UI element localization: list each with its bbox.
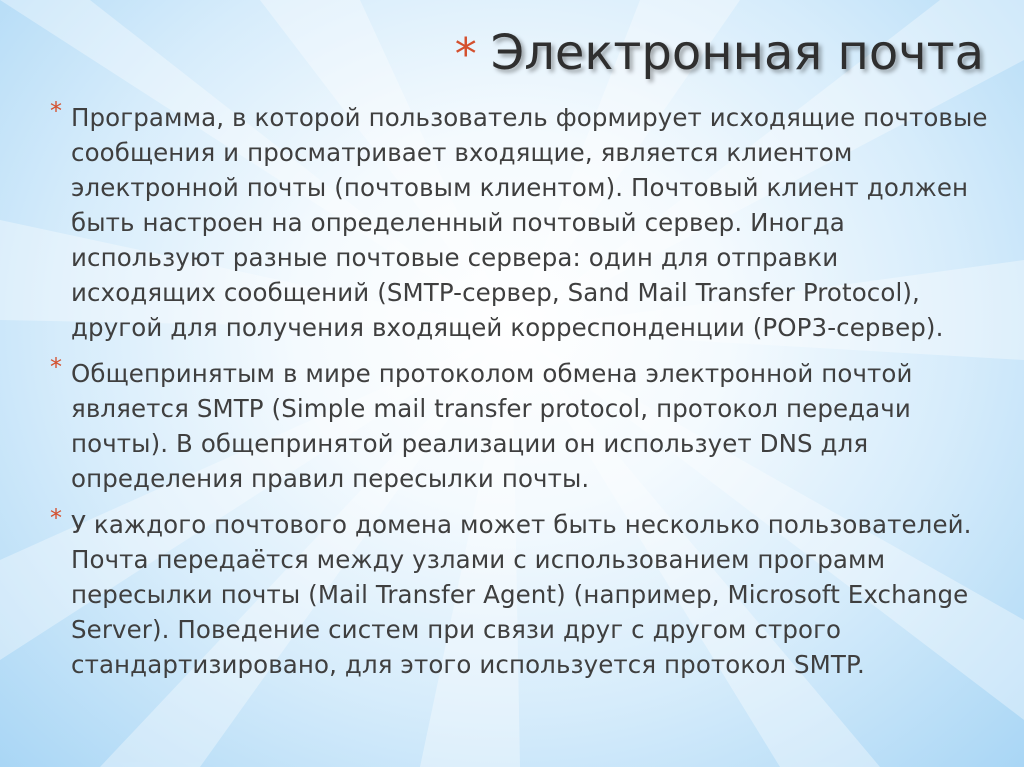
bullet-paragraph-3 [50, 504, 990, 682]
title-asterisk-icon: * [454, 29, 477, 80]
bullet-paragraph-2-text: Общепринятым в мире протоколом обмена электронной почтой является SMTP (Simple mail transfer protocol, протокол передачи почты). В общепринятой реализации он использует DNS для определения правил пересылки почты. [71, 359, 913, 493]
bullet-asterisk-icon: * [50, 504, 63, 532]
bullet-paragraph-1 [50, 97, 990, 345]
bullet-asterisk-icon: * [50, 353, 63, 381]
bullet-paragraph-2 [50, 353, 990, 496]
bullet-asterisk-icon: * [50, 97, 63, 125]
slide-title [455, 22, 984, 86]
slide-title-text: Электронная почта [490, 25, 984, 81]
bullet-paragraph-3-text: У каждого почтового домена может быть несколько пользователей. Почта передаётся между узлами с использованием программ пересылки почты (Mail Transfer Agent) (например, Microsoft Exchange Server). Поведение систем при связи друг с другом строго стандартизировано, для этого используется протокол SMTP. [71, 510, 972, 679]
bullet-paragraph-1-text: Программа, в которой пользователь формирует исходящие почтовые сообщения и просматривает входящие, является клиентом электронной почты (почтовым клиентом). Почтовый клиент должен быть настроен на определенный почтовый сервер. Иногда используют разные почтовые сервера: один для отправки исходящих сообщений (SMTP-сервер, Sand Mail Transfer Protocol), другой для получения входящей корреспонденции (POP3-сервер). [71, 103, 988, 342]
slide-body [50, 97, 990, 693]
